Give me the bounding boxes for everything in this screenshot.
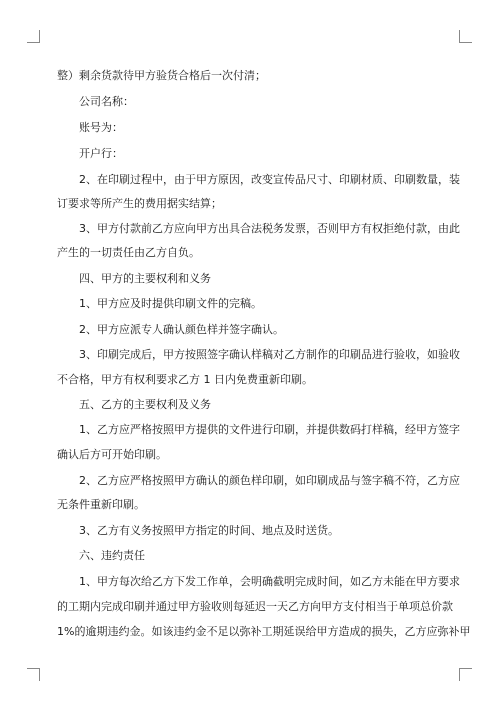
text-line: 账号为：	[79, 121, 123, 134]
text-line: 公司名称：	[79, 95, 134, 108]
text-line: 订要求等所产生的费用据实结算；	[57, 197, 222, 210]
crop-mark-top-right	[459, 30, 472, 43]
section-heading: 六、违约责任	[79, 549, 145, 562]
section-heading: 五、乙方的主要权利及义务	[79, 398, 211, 411]
text-line: 1%的逾期违约金。如该违约金不足以弥补工期延误给甲方造成的损失，乙方应弥补甲	[57, 625, 471, 638]
crop-mark-bottom-right	[459, 668, 472, 681]
text-line: 开户行：	[79, 147, 123, 160]
crop-mark-bottom-left	[27, 668, 40, 681]
text-line: 3、印刷完成后，甲方按照签字确认样稿对乙方制作的印刷品进行验收，如验收	[79, 348, 460, 361]
text-line: 3、甲方付款前乙方应向甲方出具合法税务发票，否则甲方有权拒绝付款，由此	[79, 222, 460, 235]
crop-mark-top-left	[27, 30, 40, 43]
text-line: 2、甲方应派专人确认颜色样并签字确认。	[79, 323, 284, 336]
text-line: 1、甲方每次给乙方下发工作单，会明确截明完成时间，如乙方未能在甲方要求	[79, 575, 460, 588]
text-line: 产生的一切责任由乙方自负。	[57, 246, 200, 259]
text-line: 确认后方可开始印刷。	[57, 448, 167, 461]
section-heading: 四、甲方的主要权利和义务	[79, 272, 211, 285]
text-line: 1、甲方应及时提供印刷文件的完稿。	[79, 297, 262, 310]
text-line: 2、乙方应严格按照甲方确认的颜色样印刷，如印刷成品与签字稿不符，乙方应	[79, 474, 460, 487]
text-line: 不合格，甲方有权利要求乙方 1 日内免费重新印刷。	[57, 373, 313, 386]
text-line: 无条件重新印刷。	[57, 498, 145, 511]
text-line: 1、乙方应严格按照甲方提供的文件进行印刷，并提供数码打样稿，经甲方签字	[79, 423, 460, 436]
text-line: 2、在印刷过程中，由于甲方原因，改变宣传品尺寸、印刷材质、印刷数量，装	[79, 173, 460, 186]
text-line: 整）剩余货款待甲方验货合格后一次付清；	[57, 69, 266, 82]
text-line: 的工期内完成印刷并通过甲方验收则每延迟一天乙方向甲方支付相当于单项总价款	[57, 600, 453, 613]
text-line: 3、乙方有义务按照甲方指定的时间、地点及时送货。	[79, 524, 339, 537]
